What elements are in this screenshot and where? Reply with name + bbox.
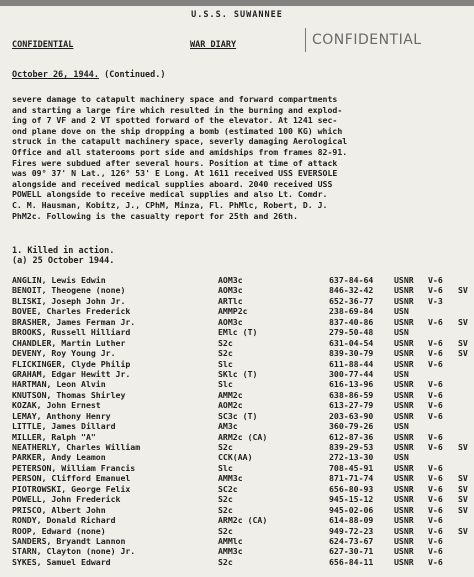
casualty-name: BENOIT, Theogene (none) — [12, 285, 126, 296]
casualty-name: ROOP, Edward (none) — [12, 525, 106, 536]
service-number: 360-79-26 — [329, 421, 374, 432]
service-number: 839-30-79 — [329, 348, 374, 359]
casualty-row — [12, 494, 474, 504]
casualty-class: V-6 — [428, 431, 443, 442]
service-number: 614-88-09 — [329, 515, 374, 526]
casualty-class: V-6 — [428, 535, 443, 546]
casualty-rate: SC3c (T) — [218, 410, 258, 421]
casualty-rate: ARM2c (CA) — [218, 515, 268, 526]
casualty-name: KNUTSON, Thomas Shirley — [12, 389, 126, 400]
casualty-rate: S2c — [218, 525, 233, 536]
casualty-rate: AMMP2c — [218, 306, 248, 317]
casualty-class: V-6 — [428, 316, 443, 327]
casualty-branch: USNR — [394, 295, 414, 306]
service-number: 945-02-06 — [329, 504, 374, 515]
casualty-class: V-6 — [428, 525, 443, 536]
casualty-branch: USNR — [394, 389, 414, 400]
casualty-name: BOVEE, Charles Frederick — [12, 306, 131, 317]
narrative-line: POWELL alongside to receive medical supplies and also Lt. Comdr. — [12, 189, 328, 200]
casualty-class: V-6 — [428, 442, 443, 452]
narrative-line: severe damage to catapult machinery space and forward compartments — [12, 94, 338, 104]
service-number: 238-69-84 — [329, 306, 374, 317]
casualty-name: BLISKI, Joseph John Jr. — [12, 295, 126, 306]
casualty-name: KOZAK, John Ernest — [12, 400, 101, 411]
entry-date-suffix: (Continued.) — [99, 70, 166, 80]
casualty-row — [12, 275, 474, 285]
casualty-branch: USNR — [394, 494, 414, 505]
casualty-branch: USNR — [394, 473, 414, 484]
casualty-branch: USNR — [394, 275, 414, 285]
service-number: 279-50-48 — [329, 327, 374, 338]
classification-label: CONFIDENTIAL — [12, 40, 74, 50]
narrative-line: Office and all staterooms port side and amidships from frames 82-91. — [12, 146, 348, 157]
casualty-rate: SKlc (T) — [218, 368, 258, 379]
casualty-sv: SV — [458, 483, 468, 494]
casualty-branch: USNR — [394, 442, 414, 452]
casualty-sv: SV — [458, 348, 468, 359]
casualty-sv: SV — [458, 525, 468, 536]
service-number: 837-40-86 — [329, 316, 374, 327]
casualty-class: V-6 — [428, 410, 443, 421]
casualty-branch: USNR — [394, 483, 414, 494]
casualty-row — [12, 359, 474, 369]
service-number: 846-32-42 — [329, 285, 374, 296]
casualty-name: STARN, Clayton (none) Jr. — [12, 546, 136, 557]
casualty-rate: ARM2c (CA) — [218, 431, 268, 442]
casualty-rate: S2c — [218, 442, 233, 452]
narrative-line: and starting a large fire which resulted in the burning and explod- — [12, 104, 343, 115]
service-number: 871-71-74 — [329, 473, 374, 484]
service-number: 945-15-12 — [329, 494, 374, 505]
casualty-class: V-6 — [428, 379, 443, 390]
casualty-row — [12, 484, 474, 494]
narrative-line: was 09° 37' N Lat., 126° 53' E Long. At 1611 received USS EVERSOLE — [12, 168, 338, 179]
casualty-branch: USNR — [394, 546, 414, 557]
casualty-rate: CCK(AA) — [218, 452, 253, 463]
narrative-line: alongside and received medical supplies aboard. 2040 received USS — [12, 178, 333, 189]
casualty-class: V-6 — [428, 400, 443, 411]
casualty-class: V-6 — [428, 556, 443, 567]
casualty-row — [12, 379, 474, 389]
casualty-branch: USNR — [394, 316, 414, 327]
casualty-row — [12, 306, 474, 316]
casualty-name: DEVENY, Roy Young Jr. — [12, 348, 116, 359]
casualty-branch: USNR — [394, 348, 414, 359]
casualty-branch: USNR — [394, 379, 414, 390]
casualty-branch: USNR — [394, 556, 414, 567]
casualty-rate: AOM3c — [218, 285, 243, 296]
casualty-rate: AMM3c — [218, 473, 243, 484]
casualty-sv: SV — [458, 442, 468, 452]
casualty-class: V-6 — [428, 494, 443, 505]
casualty-name: PIOTROWSKI, George Felix — [12, 483, 131, 494]
casualty-rate: Slc — [218, 379, 233, 390]
casualty-rate: S2c — [218, 504, 233, 515]
section-date: (a) 25 October 1944. — [12, 256, 115, 266]
casualty-class: V-6 — [428, 473, 443, 484]
casualty-row — [12, 296, 474, 306]
casualty-branch: USNR — [394, 400, 414, 411]
casualty-row — [12, 442, 474, 452]
service-number: 638-86-59 — [329, 389, 374, 400]
casualty-sv: SV — [458, 494, 468, 505]
casualty-class: V-6 — [428, 337, 443, 348]
casualty-row — [12, 546, 474, 556]
service-number: 612-87-36 — [329, 431, 374, 442]
casualty-row — [12, 432, 474, 442]
casualty-name: NEATHERLY, Charles William — [12, 442, 141, 452]
service-number: 300-77-44 — [329, 368, 374, 379]
casualty-row — [12, 369, 474, 379]
casualty-sv: SV — [458, 504, 468, 515]
service-number: 631-04-54 — [329, 337, 374, 348]
casualty-row — [12, 317, 474, 327]
service-number: 637-84-64 — [329, 275, 374, 285]
casualty-rate: AMM3c — [218, 546, 243, 557]
casualty-rate: AMMlc — [218, 535, 243, 546]
entry-date-line — [12, 70, 166, 80]
casualty-rate: S2c — [218, 494, 233, 505]
casualty-name: SYKES, Samuel Edward — [12, 556, 111, 567]
service-number: 656-84-11 — [329, 556, 374, 567]
casualty-class: V-6 — [428, 546, 443, 557]
entry-date: October 26, 1944. — [12, 70, 99, 80]
casualty-rate: AOM3c — [218, 275, 243, 285]
service-number: 624-73-67 — [329, 535, 374, 546]
section-heading: 1. Killed in action. — [12, 246, 115, 256]
casualty-row — [12, 473, 474, 483]
casualty-name: LEMAY, Anthony Henry — [12, 410, 111, 421]
casualty-sv: SV — [458, 285, 468, 296]
casualty-row — [12, 536, 474, 546]
casualty-name: SANDERS, Bryandt Lannon — [12, 535, 126, 546]
casualty-name: PRISCO, Albert John — [12, 504, 106, 515]
service-number: 203-63-90 — [329, 410, 374, 421]
casualty-sv: SV — [458, 337, 468, 348]
casualty-branch: USNR — [394, 285, 414, 296]
casualty-name: ANGLIN, Lewis Edwin — [12, 275, 106, 285]
casualty-row — [12, 505, 474, 515]
document-title: WAR DIARY — [190, 40, 237, 50]
casualty-rate: Slc — [218, 358, 233, 369]
service-number: 708-45-91 — [329, 462, 374, 473]
casualty-name: BROOKS, Russell Hilliard — [12, 327, 131, 338]
casualty-row — [12, 390, 474, 400]
casualty-class: V-3 — [428, 295, 443, 306]
casualty-branch: USNR — [394, 358, 414, 369]
casualty-branch: USNR — [394, 504, 414, 515]
casualty-branch: USN — [394, 421, 409, 432]
casualty-row — [12, 327, 474, 337]
casualty-rate: S2c — [218, 556, 233, 567]
casualty-rate: ARTlc — [218, 295, 243, 306]
casualty-rate: AM3c — [218, 421, 238, 432]
casualty-rate: AMM2c — [218, 389, 243, 400]
casualty-branch: USNR — [394, 535, 414, 546]
casualty-row — [12, 452, 474, 462]
casualty-class: V-6 — [428, 483, 443, 494]
casualty-row — [12, 400, 474, 410]
casualty-name: PARKER, Andy Leamon — [12, 452, 106, 463]
narrative-line: PhM2c. Following is the casualty report for 25th and 26th. — [12, 210, 298, 221]
casualty-rate: AOM2c — [218, 400, 243, 411]
casualty-row — [12, 463, 474, 473]
casualty-rate: S2c — [218, 348, 233, 359]
service-number: 656-80-93 — [329, 483, 374, 494]
casualty-branch: USN — [394, 368, 409, 379]
casualty-branch: USN — [394, 306, 409, 317]
service-number: 652-36-77 — [329, 295, 374, 306]
casualty-class: V-6 — [428, 389, 443, 400]
casualty-branch: USNR — [394, 525, 414, 536]
casualty-row — [12, 338, 474, 348]
casualty-rate: S2c — [218, 337, 233, 348]
narrative-line: Fires were subdued after several hours. Position at time of attack — [12, 157, 338, 168]
casualty-sv: SV — [458, 473, 468, 484]
casualty-class: V-6 — [428, 358, 443, 369]
casualty-branch: USN — [394, 452, 409, 463]
casualty-branch: USNR — [394, 410, 414, 421]
casualty-name: PERSON, Clifford Emanuel — [12, 473, 131, 484]
casualty-list — [12, 275, 474, 567]
casualty-row — [12, 526, 474, 536]
casualty-class: V-6 — [428, 348, 443, 359]
casualty-class: V-6 — [428, 515, 443, 526]
casualty-name: PETERSON, William Francis — [12, 462, 136, 473]
casualty-row — [12, 421, 474, 431]
casualty-name: CHANDLER, Martin Luther — [12, 337, 126, 348]
confidential-stamp: CONFIDENTIAL — [305, 28, 443, 52]
casualty-sv: SV — [458, 316, 468, 327]
casualty-class: V-6 — [428, 504, 443, 515]
service-number: 949-72-23 — [329, 525, 374, 536]
casualty-class: V-6 — [428, 285, 443, 296]
casualty-rate: Slc — [218, 462, 233, 473]
narrative-line: ing of 7 VF and 2 VT spotted forward of the elevator. At 1241 sec- — [12, 115, 338, 126]
narrative-line: struck in the catapult machinery space, severly damaging Aerological — [12, 136, 348, 147]
narrative-paragraph — [12, 94, 467, 221]
casualty-class: V-6 — [428, 275, 443, 285]
casualty-rate: EMlc (T) — [218, 327, 258, 338]
page-top-edge — [0, 0, 474, 6]
service-number: 611-88-44 — [329, 358, 374, 369]
casualty-name: MILLER, Ralph "A" — [12, 431, 96, 442]
casualty-rate: AOM3c — [218, 316, 243, 327]
casualty-class: V-6 — [428, 462, 443, 473]
casualty-name: BRASHER, James Ferman Jr. — [12, 316, 136, 327]
narrative-line: C. M. Hausman, Kobitz, J., CPhM, Minza, Fl. PhMlc, Robert, D. J. — [12, 199, 328, 210]
casualty-row — [12, 557, 474, 567]
casualty-branch: USNR — [394, 462, 414, 473]
casualty-row — [12, 348, 474, 358]
casualty-branch: USNR — [394, 337, 414, 348]
casualty-branch: USN — [394, 327, 409, 338]
service-number: 839-29-53 — [329, 442, 374, 452]
service-number: 627-30-71 — [329, 546, 374, 557]
casualty-row — [12, 411, 474, 421]
service-number: 613-27-79 — [329, 400, 374, 411]
casualty-rate: SC2c — [218, 483, 238, 494]
narrative-line: ond plane dove on the ship dropping a bomb (estimated 100 KG) which — [12, 125, 343, 136]
casualty-name: LITTLE, James Dillard — [12, 421, 116, 432]
service-number: 616-13-96 — [329, 379, 374, 390]
casualty-name: FLICKINGER, Clyde Philip — [12, 358, 131, 369]
casualty-name: HARTMAN, Leon Alvin — [12, 379, 106, 390]
casualty-name: POWELL, John Frederick — [12, 494, 121, 505]
casualty-branch: USNR — [394, 431, 414, 442]
ship-name: U.S.S. SUWANNEE — [191, 10, 283, 20]
casualty-name: RONDY, Donald Richard — [12, 515, 116, 526]
casualty-name: GRAHAM, Edgar Hewitt Jr. — [12, 368, 131, 379]
casualty-row — [12, 285, 474, 295]
service-number: 272-13-30 — [329, 452, 374, 463]
casualty-row — [12, 515, 474, 525]
casualty-branch: USNR — [394, 515, 414, 526]
